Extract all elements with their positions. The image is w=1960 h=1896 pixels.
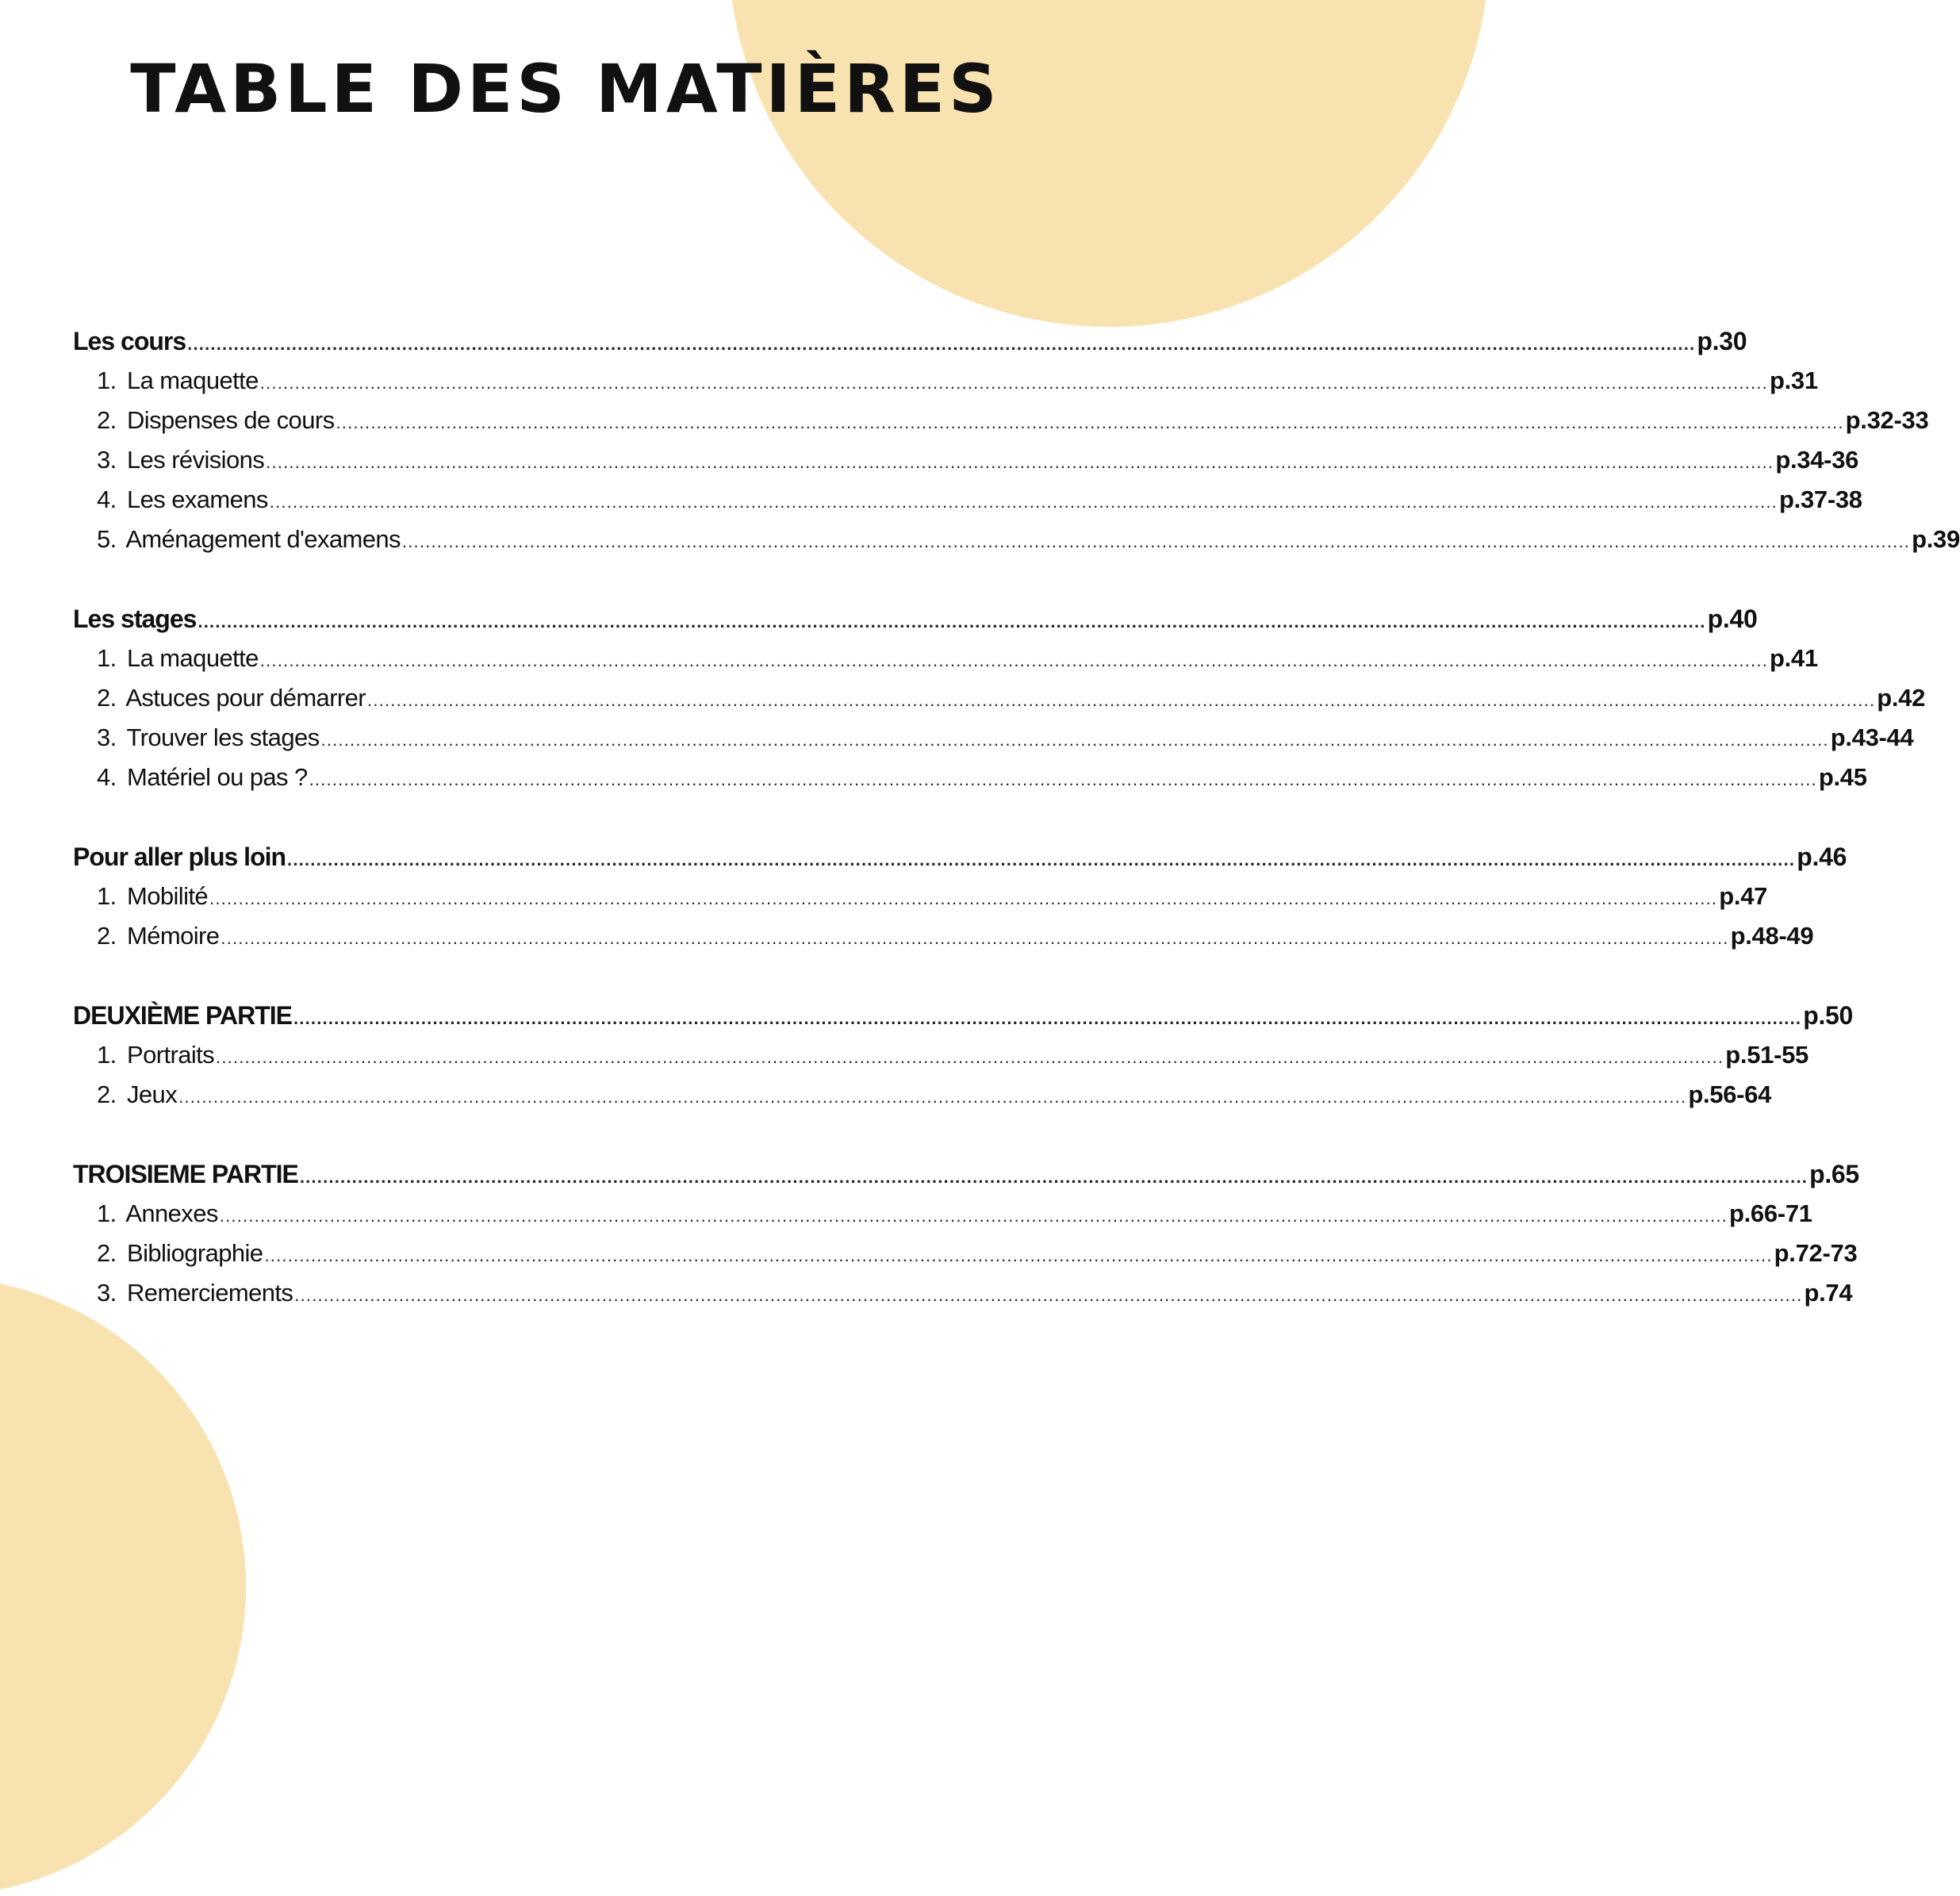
section-title: Les cours [73, 327, 186, 355]
entry-label [97, 639, 259, 678]
entry-label [97, 718, 320, 758]
dot-leader: .................................................................................................................................................................................................................................................................... [287, 850, 1796, 869]
dot-leader: .................................................................................................................................................................................................................................................................... [209, 889, 1718, 908]
entry-number: 4. [97, 763, 117, 791]
entry-text: Jeux [127, 1080, 178, 1108]
entry-label [97, 1194, 218, 1234]
entry-number: 2. [97, 1239, 117, 1267]
toc-entry [73, 758, 1867, 797]
entry-text: La maquette [127, 367, 259, 394]
toc-section-heading [73, 837, 1847, 877]
entry-text: Mobilité [127, 882, 209, 910]
entry-text: Annexes [125, 1199, 218, 1227]
entry-number: 2. [97, 922, 117, 950]
dot-leader: .................................................................................................................................................................................................................................................................... [299, 1167, 1808, 1187]
entry-text: Les révisions [127, 446, 265, 474]
page-number: p.74 [1804, 1279, 1853, 1307]
dot-leader: .................................................................................................................................................................................................................................................................... [198, 612, 1706, 631]
toc-entry [73, 1035, 1808, 1075]
entry-label [97, 877, 208, 916]
page-number: p.37-38 [1779, 486, 1862, 513]
toc-entry [73, 440, 1859, 480]
entry-text: Bibliographie [127, 1239, 263, 1267]
entry-number: 2. [97, 684, 117, 712]
toc-entry [73, 877, 1768, 916]
page-number: p.50 [1803, 1001, 1854, 1030]
toc-entry [73, 1234, 1858, 1273]
dot-leader: .................................................................................................................................................................................................................................................................... [219, 1206, 1728, 1226]
entry-text: La maquette [127, 644, 259, 672]
entry-label [97, 361, 259, 401]
dot-leader: .................................................................................................................................................................................................................................................................... [309, 770, 1817, 789]
page-number: p.42 [1877, 684, 1926, 712]
page-number: p.43-44 [1830, 723, 1914, 751]
toc-entry [73, 520, 1960, 559]
dot-leader: .................................................................................................................................................................................................................................................................... [216, 1047, 1724, 1067]
toc-entry [73, 1075, 1772, 1115]
entry-text: Les examens [127, 486, 268, 513]
dot-leader: .................................................................................................................................................................................................................................................................... [266, 452, 1774, 472]
entry-number: 1. [97, 882, 117, 910]
entry-label [97, 440, 264, 480]
toc-entry [73, 1273, 1853, 1313]
entry-text: Astuces pour démarrer [125, 684, 366, 712]
entry-label [97, 401, 334, 440]
dot-leader: .................................................................................................................................................................................................................................................................... [336, 413, 1844, 432]
entry-label [97, 520, 401, 559]
page-number: p.46 [1797, 842, 1847, 871]
entry-number: 1. [97, 367, 117, 394]
toc-entry [73, 1194, 1812, 1234]
entry-label [97, 1273, 293, 1313]
page-number: p.66-71 [1728, 1199, 1812, 1227]
entry-label [97, 1035, 214, 1075]
toc-section-heading [73, 321, 1747, 361]
page-number: p.56-64 [1688, 1080, 1772, 1108]
page-number: p.31 [1769, 367, 1818, 394]
dot-leader: .................................................................................................................................................................................................................................................................... [187, 334, 1696, 354]
page-number: p.41 [1769, 644, 1818, 672]
entry-label [97, 1075, 177, 1115]
entry-label [97, 480, 268, 520]
section-title: Les stages [73, 604, 197, 633]
dot-leader: .................................................................................................................................................................................................................................................................... [269, 492, 1778, 512]
toc-section [73, 1154, 1859, 1313]
page-number: p.47 [1719, 882, 1768, 910]
entry-number: 4. [97, 486, 117, 513]
page-number: p.30 [1697, 327, 1747, 355]
section-title: Pour aller plus loin [73, 842, 286, 871]
page-number: p.72-73 [1774, 1239, 1858, 1267]
dot-leader: .................................................................................................................................................................................................................................................................... [178, 1087, 1687, 1107]
toc-section [73, 837, 1847, 956]
page-number: p.32-33 [1845, 406, 1929, 434]
toc-entry [73, 480, 1862, 520]
entry-text: Matériel ou pas ? [127, 763, 308, 791]
page-number: p.48-49 [1730, 922, 1814, 950]
toc-entry [73, 401, 1929, 440]
section-title: DEUXIÈME PARTIE [73, 1001, 292, 1030]
dot-leader: .................................................................................................................................................................................................................................................................... [221, 928, 1729, 948]
entry-number: 1. [97, 1041, 117, 1069]
toc-entry [73, 361, 1818, 401]
dot-leader: .................................................................................................................................................................................................................................................................... [259, 651, 1768, 670]
dot-leader: .................................................................................................................................................................................................................................................................... [401, 532, 1911, 551]
entry-label [97, 916, 219, 956]
entry-text: Dispenses de cours [127, 406, 335, 434]
dot-leader: .................................................................................................................................................................................................................................................................... [294, 1285, 1803, 1305]
toc-section [73, 321, 1960, 559]
page-number: p.34-36 [1775, 446, 1859, 474]
toc-section-heading [73, 1154, 1859, 1194]
toc-section [73, 996, 1854, 1115]
page-number: p.65 [1809, 1160, 1859, 1188]
entry-label [97, 1234, 263, 1273]
dot-leader: .................................................................................................................................................................................................................................................................... [259, 373, 1768, 393]
entry-number: 2. [97, 1080, 117, 1108]
page-number: p.40 [1707, 604, 1758, 633]
dot-leader: .................................................................................................................................................................................................................................................................... [367, 690, 1876, 710]
entry-text: Portraits [127, 1041, 215, 1069]
toc-entry [73, 678, 1926, 718]
entry-label [97, 758, 308, 797]
toc-section-heading [73, 599, 1758, 639]
page-number: p.51-55 [1725, 1041, 1808, 1069]
entry-number: 3. [97, 723, 117, 751]
dot-leader: .................................................................................................................................................................................................................................................................... [264, 1245, 1773, 1265]
entry-number: 1. [97, 644, 117, 672]
toc-section-heading [73, 996, 1854, 1035]
entry-label [97, 678, 366, 718]
entry-number: 3. [97, 1279, 117, 1307]
toc-entry [73, 916, 1814, 956]
page-number: p.45 [1818, 763, 1867, 791]
entry-number: 2. [97, 406, 117, 434]
entry-text: Aménagement d'examens [125, 525, 401, 553]
toc-entry [73, 718, 1914, 758]
dot-leader: .................................................................................................................................................................................................................................................................... [320, 730, 1829, 750]
table-of-contents [73, 321, 1960, 1353]
entry-number: 1. [97, 1199, 117, 1227]
entry-text: Trouver les stages [126, 723, 320, 751]
entry-number: 5. [97, 525, 117, 553]
entry-number: 3. [97, 446, 117, 474]
entry-text: Mémoire [127, 922, 220, 950]
entry-text: Remerciements [127, 1279, 293, 1307]
page-title: TABLE DES MATIÈRES [130, 50, 1001, 128]
page-number: p.39 [1912, 525, 1960, 553]
section-title: TROISIEME PARTIE [73, 1160, 298, 1188]
dot-leader: .................................................................................................................................................................................................................................................................... [293, 1008, 1802, 1028]
decorative-circle-bottom-left [0, 1277, 246, 1896]
toc-section [73, 599, 1926, 797]
toc-entry [73, 639, 1818, 678]
